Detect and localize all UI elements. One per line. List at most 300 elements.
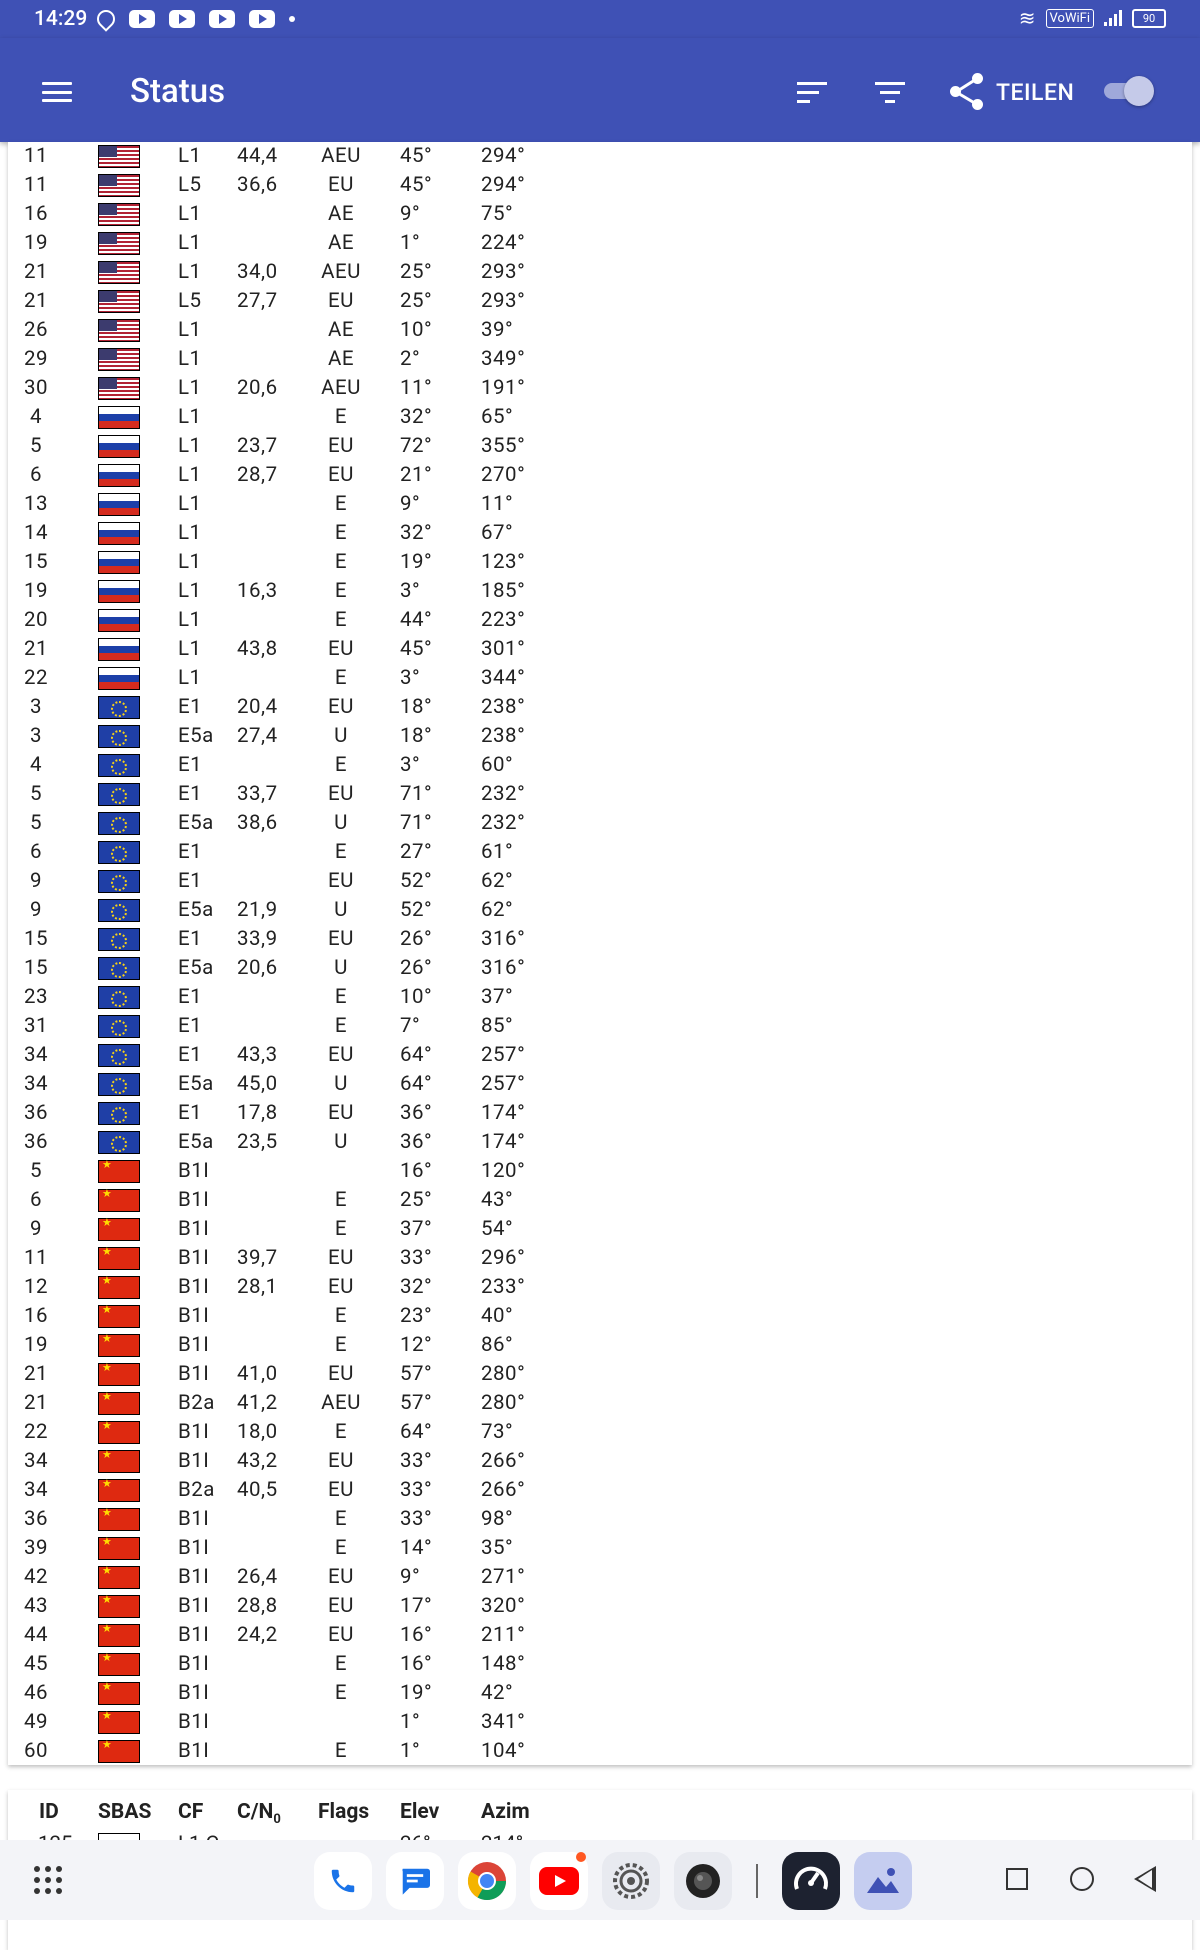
table-row <box>8 954 1192 983</box>
china-flag-icon <box>98 1189 140 1212</box>
elevation: 72° <box>400 434 433 458</box>
carrier-frequency: B1I <box>178 1739 210 1763</box>
satellite-id: 19 <box>23 1333 49 1357</box>
satellite-id: 3 <box>29 724 43 748</box>
azimuth: 232° <box>481 811 526 835</box>
status-flags: EU <box>328 289 354 313</box>
satellite-id: 6 <box>29 463 43 487</box>
table-row <box>8 1360 1192 1389</box>
azimuth: 54° <box>481 1217 514 1241</box>
youtube-icon[interactable] <box>530 1852 588 1910</box>
table-row <box>8 1244 1192 1273</box>
table-row <box>8 548 1192 577</box>
elevation: 36° <box>400 1101 433 1125</box>
carrier-to-noise: 39,7 <box>237 1246 278 1270</box>
table-row <box>8 200 1192 229</box>
azimuth: 174° <box>481 1130 526 1154</box>
satellite-id: 45 <box>23 1652 49 1676</box>
satellite-id: 5 <box>29 811 43 835</box>
status-flags: U <box>334 811 348 835</box>
status-flags: E <box>334 985 348 1009</box>
satellite-id: 29 <box>23 347 49 371</box>
status-flags: EU <box>328 1594 354 1618</box>
satellite-id: 5 <box>29 434 43 458</box>
elevation: 11° <box>400 376 433 400</box>
status-flags: E <box>334 608 348 632</box>
table-row <box>8 1563 1192 1592</box>
satellite-id: 22 <box>23 1420 49 1444</box>
carrier-frequency: B1I <box>178 1536 210 1560</box>
table-row <box>8 142 1192 171</box>
table-row <box>8 1128 1192 1157</box>
carrier-to-noise: 40,5 <box>237 1478 278 1502</box>
azimuth: 98° <box>481 1507 514 1531</box>
elevation: 16° <box>400 1159 433 1183</box>
satellite-id: 36 <box>23 1101 49 1125</box>
header-id: ID <box>39 1800 59 1824</box>
satellite-id: 39 <box>23 1536 49 1560</box>
elevation: 9° <box>400 202 421 226</box>
carrier-to-noise: 36,6 <box>237 173 278 197</box>
russia-flag-icon <box>98 609 140 632</box>
status-flags: E <box>334 1304 348 1328</box>
carrier-frequency: E1 <box>178 840 203 864</box>
elevation: 1° <box>400 231 421 255</box>
carrier-to-noise: 23,5 <box>237 1130 278 1154</box>
carrier-to-noise: 17,8 <box>237 1101 278 1125</box>
messages-icon[interactable] <box>386 1852 444 1910</box>
satellite-id: 12 <box>23 1275 49 1299</box>
carrier-to-noise: 16,3 <box>237 579 278 603</box>
satellite-id: 21 <box>23 1362 49 1386</box>
azimuth: 65° <box>481 405 514 429</box>
status-flags: EU <box>328 637 354 661</box>
back-button[interactable] <box>1134 1866 1156 1892</box>
azimuth: 301° <box>481 637 526 661</box>
sort-icon[interactable] <box>797 82 827 104</box>
carrier-to-noise: 41,2 <box>237 1391 278 1415</box>
status-flags: AEU <box>321 376 361 400</box>
status-flags: EU <box>328 1246 354 1270</box>
azimuth: 40° <box>481 1304 514 1328</box>
satellite-id: 19 <box>23 579 49 603</box>
table-row <box>8 751 1192 780</box>
table-row <box>8 809 1192 838</box>
russia-flag-icon <box>98 493 140 516</box>
azimuth: 62° <box>481 898 514 922</box>
table-row <box>8 490 1192 519</box>
status-flags: AE <box>327 202 355 226</box>
satellite-id: 43 <box>23 1594 49 1618</box>
carrier-frequency: E5a <box>178 898 214 922</box>
carrier-frequency: L1 <box>178 318 202 342</box>
status-flags: EU <box>328 1623 354 1647</box>
satellite-id: 20 <box>23 608 49 632</box>
elevation: 18° <box>400 695 433 719</box>
russia-flag-icon <box>98 638 140 661</box>
azimuth: 320° <box>481 1594 526 1618</box>
more-notifications-dot <box>289 16 295 22</box>
azimuth: 341° <box>481 1710 526 1734</box>
satellite-id: 44 <box>23 1623 49 1647</box>
china-flag-icon <box>98 1247 140 1270</box>
status-flags: E <box>334 1536 348 1560</box>
status-flags: E <box>334 1681 348 1705</box>
elevation: 64° <box>400 1043 433 1067</box>
satellite-id: 34 <box>23 1043 49 1067</box>
table-row <box>8 1476 1192 1505</box>
clock: 14:29 <box>34 7 88 31</box>
usa-flag-icon <box>98 348 140 371</box>
satellite-id: 19 <box>23 231 49 255</box>
table-row <box>8 345 1192 374</box>
satellite-id: 11 <box>23 144 49 168</box>
eu-flag-icon <box>98 1102 140 1125</box>
usa-flag-icon <box>98 377 140 400</box>
status-flags: EU <box>328 1275 354 1299</box>
azimuth: 85° <box>481 1014 514 1038</box>
carrier-frequency: L1 <box>178 434 202 458</box>
carrier-frequency: B1I <box>178 1565 210 1589</box>
azimuth: 294° <box>481 144 526 168</box>
azimuth: 280° <box>481 1391 526 1415</box>
table-row <box>8 171 1192 200</box>
table-row <box>8 1215 1192 1244</box>
status-flags: AEU <box>321 260 361 284</box>
eu-flag-icon <box>98 870 140 893</box>
satellite-id: 31 <box>23 1014 49 1038</box>
satellite-id: 21 <box>23 1391 49 1415</box>
status-flags: E <box>334 753 348 777</box>
azimuth: 62° <box>481 869 514 893</box>
table-row <box>8 461 1192 490</box>
satellite-id: 5 <box>29 782 43 806</box>
carrier-frequency: L1 <box>178 579 202 603</box>
speedometer-icon[interactable] <box>782 1852 840 1910</box>
satellite-id: 13 <box>23 492 49 516</box>
elevation: 9° <box>400 1565 421 1589</box>
status-flags: U <box>334 724 348 748</box>
carrier-frequency: E5a <box>178 811 214 835</box>
elevation: 52° <box>400 869 433 893</box>
carrier-to-noise: 34,0 <box>237 260 278 284</box>
elevation: 19° <box>400 550 433 574</box>
table-row <box>8 403 1192 432</box>
system-status-bar <box>0 0 1200 38</box>
elevation: 27° <box>400 840 433 864</box>
settings-icon[interactable] <box>602 1852 660 1910</box>
chrome-icon[interactable] <box>458 1852 516 1910</box>
azimuth: 43° <box>481 1188 514 1212</box>
table-row <box>8 1418 1192 1447</box>
carrier-to-noise: 43,2 <box>237 1449 278 1473</box>
app-bar <box>0 38 1200 142</box>
carrier-frequency: L1 <box>178 405 202 429</box>
table-row <box>8 1041 1192 1070</box>
carrier-frequency: L1 <box>178 202 202 226</box>
status-flags: E <box>334 1507 348 1531</box>
carrier-frequency: L1 <box>178 376 202 400</box>
satellite-id: 14 <box>23 521 49 545</box>
russia-flag-icon <box>98 551 140 574</box>
carrier-to-noise: 43,8 <box>237 637 278 661</box>
usa-flag-icon <box>98 290 140 313</box>
status-flags: E <box>334 666 348 690</box>
table-row <box>8 1331 1192 1360</box>
header-sbas: SBAS <box>98 1800 152 1824</box>
elevation: 57° <box>400 1362 433 1386</box>
carrier-frequency: L1 <box>178 463 202 487</box>
status-flags: AE <box>327 231 355 255</box>
elevation: 32° <box>400 521 433 545</box>
table-row <box>8 1737 1192 1765</box>
carrier-to-noise: 18,0 <box>237 1420 278 1444</box>
satellite-id: 26 <box>23 318 49 342</box>
china-flag-icon <box>98 1276 140 1299</box>
satellite-id: 21 <box>23 289 49 313</box>
status-flags: EU <box>328 1362 354 1386</box>
carrier-frequency: B1I <box>178 1449 210 1473</box>
status-flags: E <box>334 1652 348 1676</box>
wifi-icon: ≋ <box>1018 6 1036 30</box>
elevation: 45° <box>400 637 433 661</box>
russia-flag-icon <box>98 522 140 545</box>
russia-flag-icon <box>98 667 140 690</box>
eu-flag-icon <box>98 754 140 777</box>
elevation: 25° <box>400 260 433 284</box>
status-flags: E <box>334 1420 348 1444</box>
azimuth: 293° <box>481 260 526 284</box>
home-button[interactable] <box>1070 1867 1094 1891</box>
table-row <box>8 1650 1192 1679</box>
satellite-id: 34 <box>23 1072 49 1096</box>
azimuth: 11° <box>481 492 514 516</box>
dock-divider <box>756 1864 758 1898</box>
elevation: 18° <box>400 724 433 748</box>
header-cf: CF <box>178 1800 204 1824</box>
table-row <box>8 1534 1192 1563</box>
carrier-frequency: B1I <box>178 1420 210 1444</box>
carrier-frequency: B1I <box>178 1275 210 1299</box>
azimuth: 148° <box>481 1652 526 1676</box>
carrier-frequency: B1I <box>178 1217 210 1241</box>
table-row <box>8 664 1192 693</box>
table-row <box>8 780 1192 809</box>
status-flags: EU <box>328 869 354 893</box>
battery-icon: 90 <box>1132 9 1166 28</box>
azimuth: 257° <box>481 1072 526 1096</box>
azimuth: 316° <box>481 956 526 980</box>
satellite-id: 22 <box>23 666 49 690</box>
carrier-to-noise: 27,7 <box>237 289 278 313</box>
azimuth: 266° <box>481 1449 526 1473</box>
azimuth: 37° <box>481 985 514 1009</box>
status-flags: EU <box>328 1478 354 1502</box>
elevation: 3° <box>400 579 421 603</box>
elevation: 25° <box>400 1188 433 1212</box>
azimuth: 120° <box>481 1159 526 1183</box>
camera-icon[interactable] <box>674 1852 732 1910</box>
elevation: 57° <box>400 1391 433 1415</box>
menu-icon[interactable] <box>42 82 72 102</box>
elevation: 32° <box>400 405 433 429</box>
app-drawer-icon[interactable] <box>34 1866 62 1894</box>
carrier-frequency: B1I <box>178 1304 210 1328</box>
eu-flag-icon <box>98 1015 140 1038</box>
status-flags: E <box>334 1014 348 1038</box>
page-title: Status <box>130 72 226 111</box>
status-flags: U <box>334 898 348 922</box>
china-flag-icon <box>98 1421 140 1444</box>
eu-flag-icon <box>98 1073 140 1096</box>
elevation: 10° <box>400 318 433 342</box>
navigation-bar <box>0 1840 1200 1920</box>
table-row <box>8 635 1192 664</box>
elevation: 1° <box>400 1710 421 1734</box>
satellite-id: 23 <box>23 985 49 1009</box>
carrier-frequency: E1 <box>178 1043 203 1067</box>
elevation: 36° <box>400 1130 433 1154</box>
phone-icon[interactable] <box>314 1852 372 1910</box>
elevation: 3° <box>400 753 421 777</box>
carrier-to-noise: 38,6 <box>237 811 278 835</box>
table-row <box>8 1012 1192 1041</box>
eu-flag-icon <box>98 812 140 835</box>
azimuth: 39° <box>481 318 514 342</box>
elevation: 64° <box>400 1420 433 1444</box>
status-flags: AEU <box>321 1391 361 1415</box>
table-row <box>8 1447 1192 1476</box>
carrier-frequency: B1I <box>178 1710 210 1734</box>
russia-flag-icon <box>98 580 140 603</box>
elevation: 33° <box>400 1478 433 1502</box>
satellite-table-card <box>8 142 1192 1765</box>
carrier-frequency: B1I <box>178 1507 210 1531</box>
carrier-to-noise: 43,3 <box>237 1043 278 1067</box>
carrier-frequency: B2a <box>178 1391 215 1415</box>
carrier-frequency: L1 <box>178 521 202 545</box>
satellite-id: 34 <box>23 1449 49 1473</box>
china-flag-icon <box>98 1450 140 1473</box>
carrier-to-noise: 45,0 <box>237 1072 278 1096</box>
china-flag-icon <box>98 1218 140 1241</box>
china-flag-icon <box>98 1595 140 1618</box>
azimuth: 75° <box>481 202 514 226</box>
satellite-id: 11 <box>23 173 49 197</box>
usa-flag-icon <box>98 174 140 197</box>
header-azim: Azim <box>481 1800 530 1824</box>
share-button[interactable] <box>950 72 1074 112</box>
status-flags: U <box>334 956 348 980</box>
carrier-to-noise: 27,4 <box>237 724 278 748</box>
satellite-id: 15 <box>23 956 49 980</box>
status-flags: U <box>334 1130 348 1154</box>
azimuth: 104° <box>481 1739 526 1763</box>
china-flag-icon <box>98 1392 140 1415</box>
table-row <box>8 432 1192 461</box>
carrier-to-noise: 20,6 <box>237 376 278 400</box>
eu-flag-icon <box>98 841 140 864</box>
table-row <box>8 287 1192 316</box>
azimuth: 355° <box>481 434 526 458</box>
carrier-to-noise: 23,7 <box>237 434 278 458</box>
carrier-to-noise: 28,1 <box>237 1275 278 1299</box>
azimuth: 293° <box>481 289 526 313</box>
carrier-frequency: E1 <box>178 1101 203 1125</box>
china-flag-icon <box>98 1653 140 1676</box>
carrier-frequency: L5 <box>178 289 202 313</box>
table-row <box>8 1621 1192 1650</box>
carrier-to-noise: 24,2 <box>237 1623 278 1647</box>
carrier-to-noise: 28,7 <box>237 463 278 487</box>
table-row <box>8 1708 1192 1737</box>
satellite-id: 36 <box>23 1507 49 1531</box>
china-flag-icon <box>98 1711 140 1734</box>
carrier-frequency: L5 <box>178 173 202 197</box>
azimuth: 224° <box>481 231 526 255</box>
elevation: 16° <box>400 1623 433 1647</box>
azimuth: 174° <box>481 1101 526 1125</box>
carrier-to-noise: 21,9 <box>237 898 278 922</box>
recents-button[interactable] <box>1006 1868 1028 1890</box>
carrier-frequency: E1 <box>178 1014 203 1038</box>
azimuth: 238° <box>481 724 526 748</box>
carrier-frequency: B1I <box>178 1188 210 1212</box>
satellite-id: 4 <box>29 405 43 429</box>
youtube-notification-icon <box>169 10 195 28</box>
satellite-id: 11 <box>23 1246 49 1270</box>
filter-icon[interactable] <box>875 82 905 104</box>
carrier-frequency: B1I <box>178 1652 210 1676</box>
satellite-id: 60 <box>23 1739 49 1763</box>
azimuth: 271° <box>481 1565 526 1589</box>
carrier-frequency: B2a <box>178 1478 215 1502</box>
eu-flag-icon <box>98 957 140 980</box>
china-flag-icon <box>98 1566 140 1589</box>
status-flags: EU <box>328 434 354 458</box>
satellite-id: 9 <box>29 898 43 922</box>
eu-flag-icon <box>98 725 140 748</box>
elevation: 45° <box>400 144 433 168</box>
table-row <box>8 693 1192 722</box>
china-flag-icon <box>98 1479 140 1502</box>
elevation: 44° <box>400 608 433 632</box>
carrier-frequency: B1I <box>178 1159 210 1183</box>
carrier-to-noise: 41,0 <box>237 1362 278 1386</box>
azimuth: 191° <box>481 376 526 400</box>
azimuth: 67° <box>481 521 514 545</box>
carrier-frequency: E1 <box>178 985 203 1009</box>
azimuth: 123° <box>481 550 526 574</box>
azimuth: 233° <box>481 1275 526 1299</box>
location-icon <box>94 6 119 31</box>
notification-badge <box>576 1852 586 1862</box>
carrier-frequency: E1 <box>178 927 203 951</box>
azimuth: 296° <box>481 1246 526 1270</box>
signal-icon <box>1104 10 1122 26</box>
satellite-id: 42 <box>23 1565 49 1589</box>
elevation: 12° <box>400 1333 433 1357</box>
gallery-icon[interactable] <box>854 1852 912 1910</box>
carrier-frequency: L1 <box>178 492 202 516</box>
china-flag-icon <box>98 1508 140 1531</box>
table-row <box>8 577 1192 606</box>
table-row <box>8 1302 1192 1331</box>
carrier-frequency: B1I <box>178 1623 210 1647</box>
tracking-toggle[interactable] <box>1104 74 1154 106</box>
share-icon <box>950 72 986 112</box>
table-row <box>8 519 1192 548</box>
